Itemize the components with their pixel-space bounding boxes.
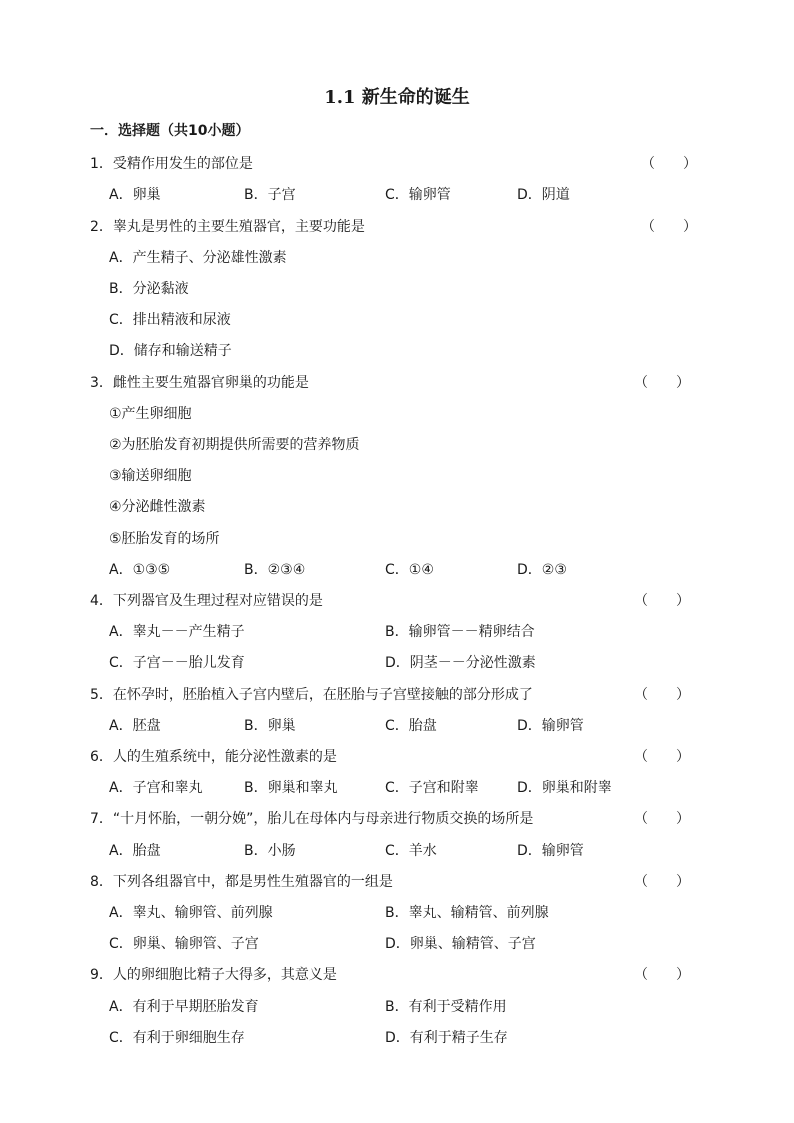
question-3-stem: 3．雌性主要生殖器官卵巢的功能是: [90, 375, 309, 391]
question-2-option-d[interactable]: D．储存和输送精子: [109, 343, 232, 359]
question-9-stem: 9．人的卵细胞比精子大得多，其意义是: [90, 967, 337, 983]
question-7-option-a[interactable]: A．胎盘: [109, 843, 161, 859]
question-4-option-d[interactable]: D．阴茎－－分泌性激素: [385, 655, 536, 671]
question-3-option-a[interactable]: A．①③⑤: [109, 562, 171, 578]
question-3-option-c[interactable]: C．①④: [385, 562, 434, 578]
question-2-stem: 2．睾丸是男性的主要生殖器官，主要功能是: [90, 219, 365, 235]
question-2-option-c[interactable]: C．排出精液和尿液: [109, 312, 231, 328]
question-5-option-b[interactable]: B．卵巢: [244, 718, 296, 734]
question-2-option-b[interactable]: B．分泌黏液: [109, 281, 189, 297]
question-3-statement-5: ⑤胚胎发育的场所: [109, 531, 220, 547]
question-6-option-b[interactable]: B．卵巢和睾丸: [244, 780, 338, 796]
question-2-option-a[interactable]: A．产生精子、分泌雄性激素: [109, 250, 287, 266]
question-4-answer-bracket[interactable]: （ ）: [634, 593, 690, 609]
question-5-answer-bracket[interactable]: （ ）: [634, 687, 690, 703]
question-3-option-d[interactable]: D．②③: [517, 562, 567, 578]
question-5-option-c[interactable]: C．胎盘: [385, 718, 437, 734]
question-7-option-b[interactable]: B．小肠: [244, 843, 296, 859]
question-3-option-b[interactable]: B．②③④: [244, 562, 306, 578]
question-6-answer-bracket[interactable]: （ ）: [634, 749, 690, 765]
question-4-option-c[interactable]: C．子宫－－胎儿发育: [109, 655, 245, 671]
question-4-stem: 4．下列器官及生理过程对应错误的是: [90, 593, 323, 609]
question-1-option-b[interactable]: B．子宫: [244, 187, 296, 203]
question-8-option-c[interactable]: C．卵巢、输卵管、子宫: [109, 936, 259, 952]
question-3-statement-4: ④分泌雌性激素: [109, 499, 206, 515]
question-3-statement-2: ②为胚胎发育初期提供所需要的营养物质: [109, 437, 360, 453]
page-title: 1.1 新生命的诞生: [324, 87, 470, 108]
question-8-answer-bracket[interactable]: （ ）: [634, 874, 690, 890]
question-7-stem: 7．“十月怀胎，一朝分娩”，胎儿在母体内与母亲进行物质交换的场所是: [90, 811, 534, 827]
question-3-statement-3: ③输送卵细胞: [109, 468, 192, 484]
question-7-answer-bracket[interactable]: （ ）: [634, 811, 690, 827]
question-5-option-a[interactable]: A．胚盘: [109, 718, 161, 734]
question-4-option-b[interactable]: B．输卵管－－精卵结合: [385, 624, 535, 640]
question-3-statement-1: ①产生卵细胞: [109, 406, 192, 422]
question-7-option-d[interactable]: D．输卵管: [517, 843, 584, 859]
question-9-option-c[interactable]: C．有利于卵细胞生存: [109, 1030, 245, 1046]
question-5-stem: 5．在怀孕时，胚胎植入子宫内壁后，在胚胎与子宫壁接触的部分形成了: [90, 687, 533, 703]
question-8-option-d[interactable]: D．卵巢、输精管、子宫: [385, 936, 536, 952]
question-6-option-a[interactable]: A．子宫和睾丸: [109, 780, 203, 796]
question-6-stem: 6．人的生殖系统中，能分泌性激素的是: [90, 749, 337, 765]
question-8-option-b[interactable]: B．睾丸、输精管、前列腺: [385, 905, 549, 921]
question-1-option-c[interactable]: C．输卵管: [385, 187, 451, 203]
question-5-option-d[interactable]: D．输卵管: [517, 718, 584, 734]
question-3-answer-bracket[interactable]: （ ）: [634, 375, 690, 391]
question-1-option-a[interactable]: A．卵巢: [109, 187, 161, 203]
question-9-option-b[interactable]: B．有利于受精作用: [385, 999, 507, 1015]
question-6-option-d[interactable]: D．卵巢和附睾: [517, 780, 612, 796]
question-9-option-d[interactable]: D．有利于精子生存: [385, 1030, 508, 1046]
question-8-stem: 8．下列各组器官中，都是男性生殖器官的一组是: [90, 874, 393, 890]
question-4-option-a[interactable]: A．睾丸－－产生精子: [109, 624, 245, 640]
question-6-option-c[interactable]: C．子宫和附睾: [385, 780, 479, 796]
question-9-answer-bracket[interactable]: （ ）: [634, 967, 690, 983]
question-2-answer-bracket[interactable]: （ ）: [641, 219, 697, 235]
question-8-option-a[interactable]: A．睾丸、输卵管、前列腺: [109, 905, 273, 921]
question-7-option-c[interactable]: C．羊水: [385, 843, 437, 859]
question-1-stem: 1．受精作用发生的部位是: [90, 156, 253, 172]
section-heading: 一．选择题（共10小题）: [90, 123, 250, 139]
question-1-option-d[interactable]: D．阴道: [517, 187, 570, 203]
question-9-option-a[interactable]: A．有利于早期胚胎发育: [109, 999, 259, 1015]
question-1-answer-bracket[interactable]: （ ）: [641, 156, 697, 172]
